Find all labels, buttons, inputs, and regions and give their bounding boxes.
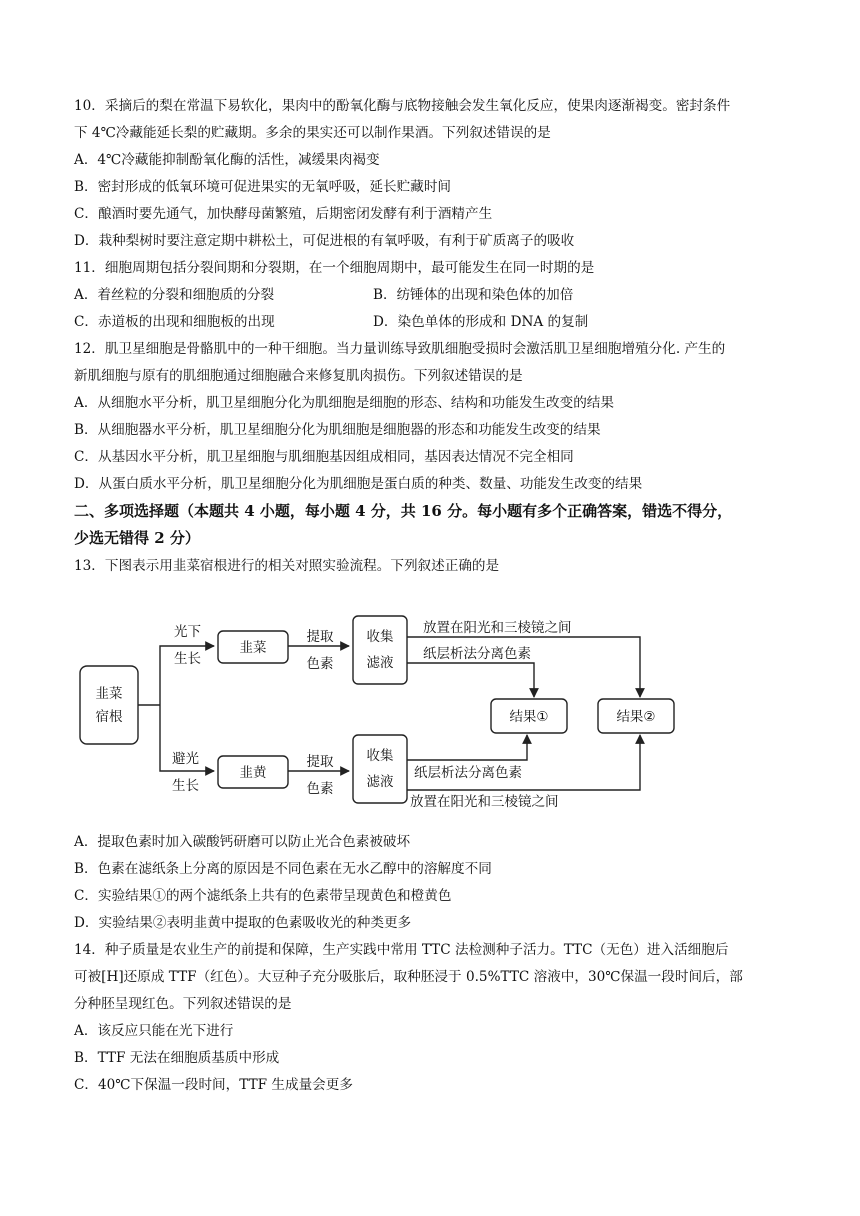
- q13-option-c: C．实验结果①的两个滤纸条上共有的色素带呈现黄色和橙黄色: [74, 888, 452, 904]
- collect-box-bottom: [353, 735, 407, 803]
- extract-bottom-2: 色素: [306, 781, 334, 797]
- q13-stem: 13．下图表示用韭菜宿根进行的相关对照实验流程。下列叙述正确的是: [74, 558, 500, 574]
- root-label-1: 韭菜: [95, 686, 123, 702]
- q10-stem-line2: 下 4℃冷藏能延长梨的贮藏期。多余的果实还可以制作果酒。下列叙述错误的是: [74, 125, 551, 141]
- q13-option-d: D．实验结果②表明韭黄中提取的色素吸收光的种类更多: [74, 915, 412, 931]
- collect-box-top: [353, 616, 407, 684]
- root-box: [80, 666, 138, 744]
- q14-option-b: B．TTF 无法在细胞质基质中形成: [74, 1050, 280, 1066]
- section2-heading-line2: 少选无错得 2 分）: [74, 529, 200, 547]
- extract-top-2: 色素: [306, 656, 334, 672]
- q14-option-c: C．40℃下保温一段时间，TTF 生成量会更多: [74, 1077, 353, 1093]
- extract-bottom-1: 提取: [306, 754, 334, 770]
- result2-label: 结果②: [616, 709, 656, 725]
- result1-label: 结果①: [509, 709, 549, 725]
- prism-label-bottom: 放置在阳光和三棱镜之间: [410, 794, 559, 810]
- q14-stem-line2: 可被[H]还原成 TTF（红色）。大豆种子充分吸胀后，取种胚浸于 0.5%TTC 溶液中，30℃保温一段时间后，部: [74, 969, 743, 985]
- q11-option-a: A．着丝粒的分裂和细胞质的分裂: [74, 287, 275, 303]
- q11-option-d: D．染色单体的形成和 DNA 的复制: [373, 314, 589, 330]
- light-label-2: 生长: [174, 651, 201, 667]
- q14-stem-line3: 分种胚呈现红色。下列叙述错误的是: [74, 996, 292, 1012]
- chroma-label-bottom: 纸层析法分离色素: [414, 765, 522, 781]
- q14-option-a: A．该反应只能在光下进行: [74, 1023, 234, 1039]
- section2-heading-line1: 二、多项选择题（本题共 4 小题，每小题 4 分，共 16 分。每小题有多个正确答案，错选不得分，: [74, 502, 733, 520]
- collect-top-2: 滤液: [366, 655, 394, 671]
- q12-stem-line1: 12．肌卫星细胞是骨骼肌中的一种干细胞。当力量训练导致肌细胞受损时会激活肌卫星细胞增殖分化. 产生的: [74, 341, 726, 357]
- yellow-leek-label: 韭黄: [239, 765, 267, 781]
- q12-stem-line2: 新肌细胞与原有的肌细胞通过细胞融合来修复肌肉损伤。下列叙述错误的是: [74, 368, 523, 384]
- bottom-prism-arrow: [407, 735, 640, 790]
- q10-stem-line1: 10．采摘后的梨在常温下易软化，果肉中的酚氧化酶与底物接触会发生氧化反应，使果肉逐渐褐变。密封条件: [74, 98, 731, 114]
- q14-stem-line1: 14．种子质量是农业生产的前提和保障，生产实践中常用 TTC 法检测种子活力。TTC（无色）进入活细胞后: [74, 942, 729, 958]
- q10-option-c: C．酿酒时要先通气，加快酵母菌繁殖，后期密闭发酵有利于酒精产生: [74, 206, 493, 222]
- collect-top-1: 收集: [366, 629, 394, 645]
- root-label-2: 宿根: [95, 709, 123, 725]
- q11-option-c: C．赤道板的出现和细胞板的出现: [74, 314, 275, 330]
- q12-option-d: D．从蛋白质水平分析，肌卫星细胞分化为肌细胞是蛋白质的种类、数量、功能发生改变的结果: [74, 476, 643, 492]
- q12-option-b: B．从细胞器水平分析，肌卫星细胞分化为肌细胞是细胞器的形态和功能发生改变的结果: [74, 422, 601, 438]
- chroma-label-top: 纸层析法分离色素: [423, 646, 531, 662]
- dark-label-1: 避光: [172, 751, 199, 767]
- q11-stem: 11．细胞周期包括分裂间期和分裂期，在一个细胞周期中，最可能发生在同一时期的是: [74, 260, 595, 276]
- collect-bottom-2: 滤液: [366, 774, 394, 790]
- q13-option-b: B．色素在滤纸条上分离的原因是不同色素在无水乙醇中的溶解度不同: [74, 861, 492, 877]
- q12-option-a: A．从细胞水平分析，肌卫星细胞分化为肌细胞是细胞的形态、结构和功能发生改变的结果: [74, 395, 614, 411]
- q13-option-a: A．提取色素时加入碳酸钙研磨可以防止光合色素被破坏: [74, 834, 411, 850]
- q11-option-b: B．纺锤体的出现和染色体的加倍: [373, 287, 574, 303]
- q12-option-c: C．从基因水平分析，肌卫星细胞与肌细胞基因组成相同，基因表达情况不完全相同: [74, 449, 574, 465]
- dark-label-2: 生长: [172, 778, 199, 794]
- collect-bottom-1: 收集: [366, 748, 394, 764]
- leek-label: 韭菜: [239, 640, 267, 656]
- top-chroma-arrow: [407, 663, 534, 697]
- q10-option-a: A．4℃冷藏能抑制酚氧化酶的活性，减缓果肉褐变: [74, 152, 380, 168]
- bottom-chroma-arrow: [407, 735, 527, 760]
- extract-top-1: 提取: [306, 629, 334, 645]
- q10-option-b: B．密封形成的低氧环境可促进果实的无氧呼吸，延长贮藏时间: [74, 179, 452, 195]
- q10-option-d: D．栽种梨树时要注意定期中耕松土，可促进根的有氧呼吸，有利于矿质离子的吸收: [74, 233, 575, 249]
- light-label-1: 光下: [174, 624, 201, 640]
- prism-label-top: 放置在阳光和三棱镜之间: [423, 620, 572, 636]
